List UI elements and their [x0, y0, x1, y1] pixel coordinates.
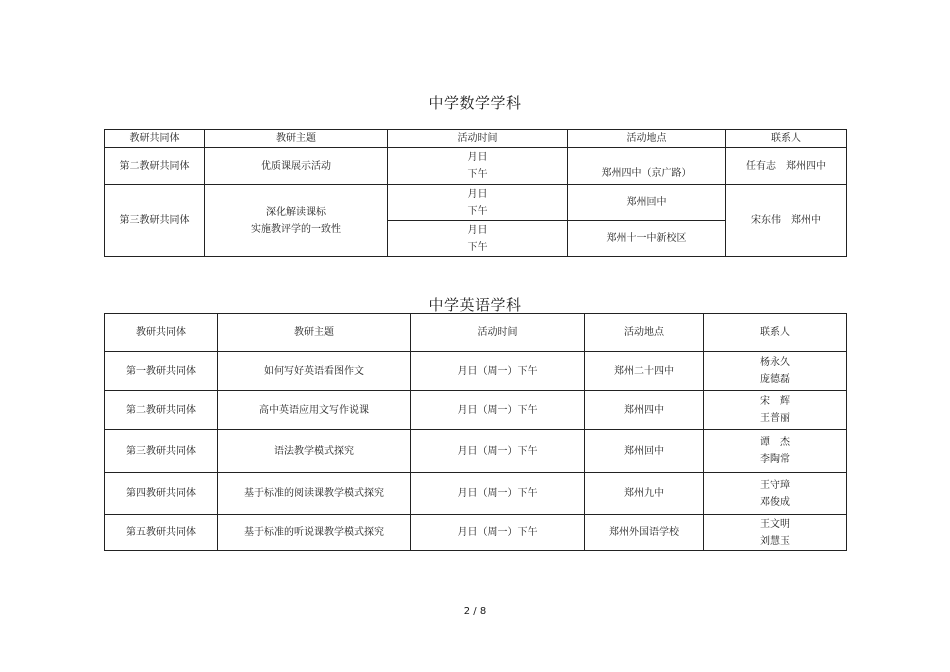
table-header-row — [105, 130, 847, 148]
contact-name: 刘慧玉 — [760, 535, 790, 547]
contact-name: 王守璋 — [760, 479, 790, 491]
group-cell: 第三教研共同体 — [105, 185, 205, 257]
math-schedule-table — [104, 129, 847, 257]
time-date: 月日 — [467, 224, 488, 236]
place-cell: 郑州四中（京广路） — [568, 148, 726, 185]
contact-cell — [704, 515, 847, 551]
place-cell: 郑州二十四中 — [585, 352, 704, 391]
contact-cell: 任有志 郑州四中 — [726, 148, 847, 185]
table-row — [105, 148, 847, 185]
contact-name: 王普丽 — [760, 413, 790, 424]
topic-cell — [205, 185, 388, 257]
topic-cell: 优质课展示活动 — [205, 148, 388, 185]
group-cell: 第二教研共同体 — [105, 391, 218, 430]
english-schedule-table — [104, 313, 847, 551]
time-date: 月日 — [467, 188, 488, 200]
group-cell: 第二教研共同体 — [105, 148, 205, 185]
place-cell: 郑州四中 — [585, 391, 704, 430]
contact-name: 庞德磊 — [760, 374, 790, 385]
group-cell: 第五教研共同体 — [105, 515, 218, 551]
time-cell: 月日（周一）下午 — [411, 473, 585, 515]
topic-cell: 如何写好英语看图作文 — [218, 352, 411, 391]
contact-name: 杨永久 — [760, 357, 790, 368]
contact-cell — [704, 473, 847, 515]
math-section-title: 中学数学学科 — [428, 94, 522, 112]
english-section-title: 中学英语学科 — [428, 296, 522, 314]
contact-name: 宋 辉 — [760, 396, 790, 407]
time-cell: 月日（周一）下午 — [411, 391, 585, 430]
time-cell — [388, 185, 568, 221]
time-period: 下午 — [467, 205, 488, 217]
table-row — [105, 430, 847, 473]
contact-name: 谭 杰 — [760, 437, 790, 448]
topic-cell: 高中英语应用文写作说课 — [218, 391, 411, 430]
table-row — [105, 352, 847, 391]
topic-cell: 基于标准的阅读课教学模式探究 — [218, 473, 411, 515]
header-time: 活动时间 — [411, 314, 585, 352]
header-contact: 联系人 — [704, 314, 847, 352]
contact-name: 邓俊成 — [760, 496, 790, 508]
header-topic: 教研主题 — [205, 130, 388, 148]
contact-name: 王文明 — [760, 518, 790, 530]
place-cell: 郑州回中 — [568, 185, 726, 221]
table-row — [105, 473, 847, 515]
header-contact: 联系人 — [726, 130, 847, 148]
topic-cell: 基于标准的听说课教学模式探究 — [218, 515, 411, 551]
time-period: 下午 — [467, 241, 488, 253]
time-period: 下午 — [467, 169, 488, 180]
place-cell: 郑州十一中新校区 — [568, 221, 726, 257]
topic-cell: 语法教学模式探究 — [218, 430, 411, 473]
table-header-row — [105, 314, 847, 352]
contact-cell: 宋东伟 郑州中 — [726, 185, 847, 257]
time-cell: 月日（周一）下午 — [411, 352, 585, 391]
time-date: 月日 — [467, 152, 488, 163]
time-cell — [388, 148, 568, 185]
group-cell: 第四教研共同体 — [105, 473, 218, 515]
header-place: 活动地点 — [585, 314, 704, 352]
place-cell: 郑州九中 — [585, 473, 704, 515]
contact-cell — [704, 352, 847, 391]
time-cell — [388, 221, 568, 257]
place-cell: 郑州回中 — [585, 430, 704, 473]
table-row — [105, 391, 847, 430]
time-cell: 月日（周一）下午 — [411, 515, 585, 551]
contact-cell — [704, 391, 847, 430]
header-topic: 教研主题 — [218, 314, 411, 352]
topic-line: 深化解读课标 — [266, 206, 326, 218]
header-place: 活动地点 — [568, 130, 726, 148]
page-number: 2 / 8 — [463, 606, 487, 617]
contact-cell — [704, 430, 847, 473]
table-row — [105, 515, 847, 551]
table-row — [105, 185, 847, 221]
time-cell: 月日（周一）下午 — [411, 430, 585, 473]
group-cell: 第一教研共同体 — [105, 352, 218, 391]
place-cell: 郑州外国语学校 — [585, 515, 704, 551]
header-time: 活动时间 — [388, 130, 568, 148]
header-group: 教研共同体 — [105, 314, 218, 352]
contact-name: 李陶常 — [760, 454, 790, 465]
header-group: 教研共同体 — [105, 130, 205, 148]
topic-line: 实施教评学的一致性 — [251, 223, 341, 235]
group-cell: 第三教研共同体 — [105, 430, 218, 473]
